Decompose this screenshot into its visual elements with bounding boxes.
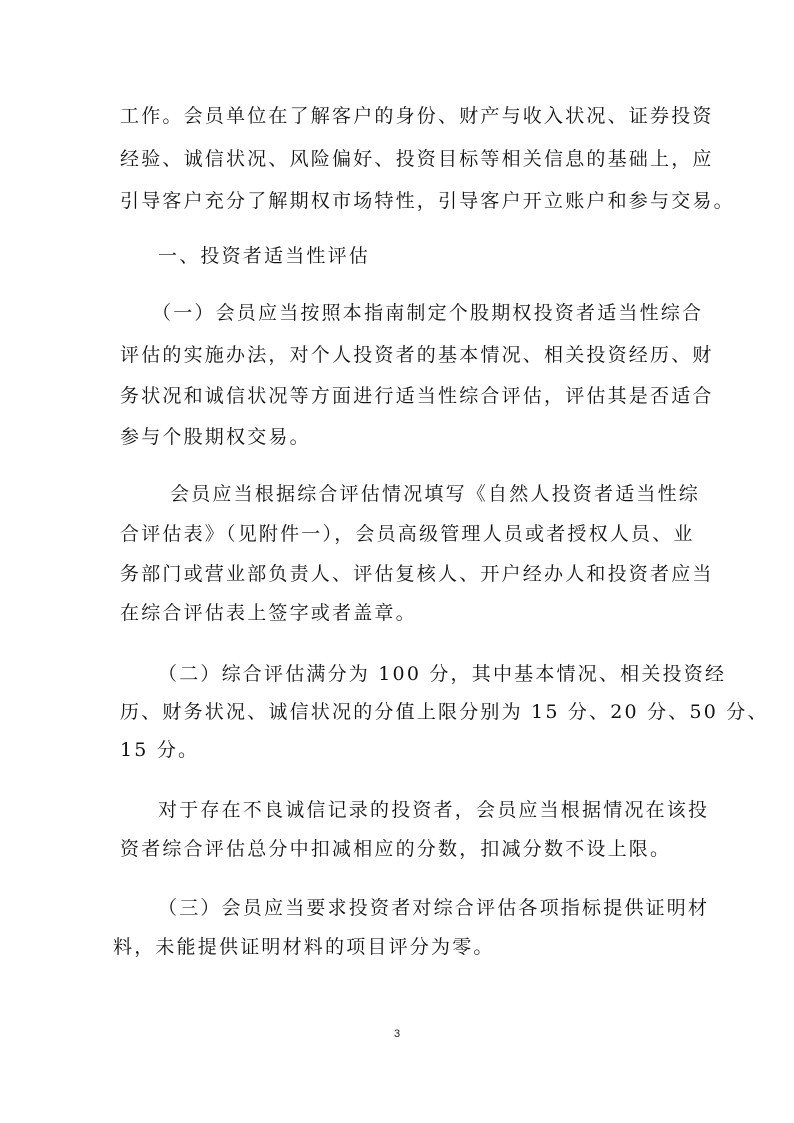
paragraph-2-line-4: 在综合评估表上签字或者盖章。: [120, 602, 417, 624]
paragraph-1-line-2: 评估的实施办法，对个人投资者的基本情况、相关投资经历、财: [120, 344, 714, 366]
paragraph-1-line-1: （一）会员应当按照本指南制定个股期权投资者适当性综合: [152, 302, 704, 324]
paragraph-4-line-1: 对于存在不良诚信记录的投资者，会员应当根据情况在该投: [158, 799, 710, 821]
paragraph-3-line-2: 历、财务状况、诚信状况的分值上限分别为 15 分、20 分、50 分、: [120, 701, 769, 723]
paragraph-5-line-1: （三）会员应当要求投资者对综合评估各项指标提供证明材: [158, 897, 710, 919]
paragraph-2-line-2: 合评估表》（见附件一），会员高级管理人员或者授权人员、业: [120, 523, 695, 545]
paragraph-4-line-2: 资者综合评估总分中扣减相应的分数，扣减分数不设上限。: [120, 838, 672, 860]
intro-line-3: 引导客户充分了解期权市场特性，引导客户开立账户和参与交易。: [120, 190, 735, 212]
paragraph-1-line-3: 务状况和诚信状况等方面进行适当性综合评估，评估其是否适合: [120, 385, 714, 407]
section-heading: 一、投资者适当性评估: [158, 245, 371, 267]
intro-line-2: 经验、诚信状况、风险偏好、投资目标等相关信息的基础上，应: [120, 148, 714, 170]
paragraph-2-line-3: 务部门或营业部负责人、评估复核人、开户经办人和投资者应当: [120, 563, 714, 585]
intro-line-1: 工作。会员单位在了解客户的身份、财产与收入状况、证券投资: [120, 105, 714, 127]
paragraph-2-line-1: 会员应当根据综合评估情况填写《自然人投资者适当性综: [170, 483, 701, 505]
page-number: 3: [393, 1028, 401, 1040]
paragraph-1-line-4: 参与个股期权交易。: [120, 426, 311, 448]
paragraph-5-line-2: 料，未能提供证明材料的项目评分为零。: [113, 936, 495, 958]
paragraph-3-line-1: （二）综合评估满分为 100 分，其中基本情况、相关投资经: [158, 663, 727, 685]
paragraph-3-line-3: 15 分。: [120, 739, 200, 761]
